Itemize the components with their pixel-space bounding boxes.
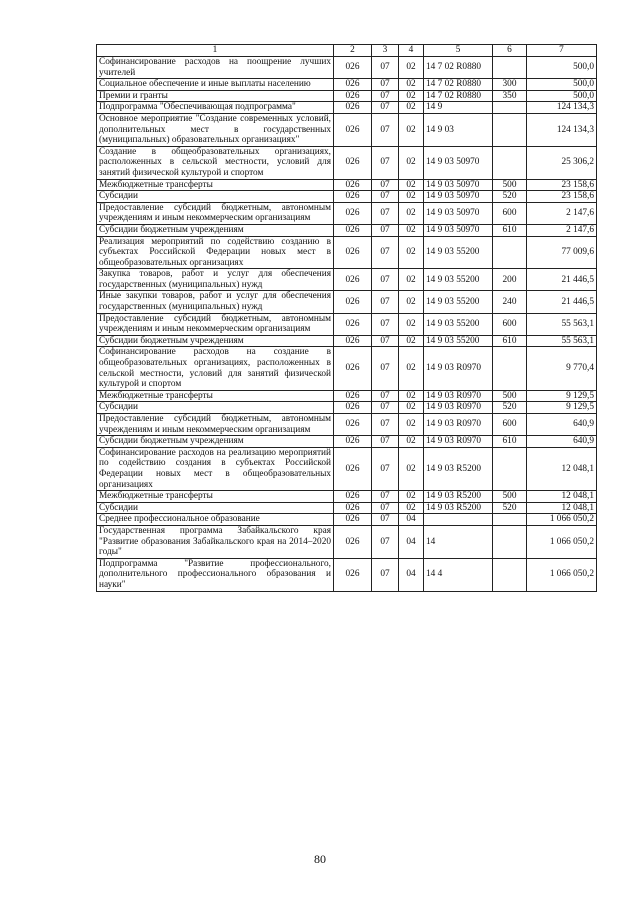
subsection-cell: 02	[399, 179, 424, 191]
subsection-cell: 02	[399, 191, 424, 203]
subsection-cell: 02	[399, 90, 424, 102]
subsection-cell: 02	[399, 236, 424, 269]
expense-type-cell: 610	[493, 436, 527, 448]
section-cell: 07	[372, 390, 399, 402]
amount-cell: 23 158,6	[527, 191, 597, 203]
admin-code-cell: 026	[334, 491, 372, 503]
subsection-cell: 02	[399, 502, 424, 514]
row-name-cell: Предоставление субсидий бюджетным, автономным учреждениям и иным некоммерческим организациям	[97, 313, 334, 335]
admin-code-cell: 026	[334, 79, 372, 91]
amount-cell: 124 134,3	[527, 102, 597, 114]
subsection-cell: 02	[399, 447, 424, 490]
subsection-cell: 02	[399, 313, 424, 335]
expense-type-cell: 520	[493, 402, 527, 414]
expense-type-cell: 500	[493, 179, 527, 191]
budget-table	[96, 44, 597, 592]
amount-cell: 9 770,4	[527, 347, 597, 390]
admin-code-cell: 026	[334, 402, 372, 414]
section-cell: 07	[372, 347, 399, 390]
row-name-cell: Предоставление субсидий бюджетным, автономным учреждениям и иным некоммерческим организациям	[97, 414, 334, 436]
expense-type-cell: 610	[493, 335, 527, 347]
amount-cell: 9 129,5	[527, 390, 597, 402]
admin-code-cell: 026	[334, 236, 372, 269]
expense-type-cell: 610	[493, 224, 527, 236]
target-article-cell	[424, 514, 493, 526]
subsection-cell: 04	[399, 514, 424, 526]
row-name-cell: Предоставление субсидий бюджетным, автономным учреждениям и иным некоммерческим организациям	[97, 202, 334, 224]
table-row	[97, 146, 597, 179]
amount-cell: 1 066 050,2	[527, 558, 597, 591]
section-cell: 07	[372, 502, 399, 514]
expense-type-cell	[493, 102, 527, 114]
subsection-cell: 02	[399, 347, 424, 390]
expense-type-cell: 520	[493, 191, 527, 203]
target-article-cell: 14 9 03 R0970	[424, 390, 493, 402]
target-article-cell: 14 9 03 55200	[424, 269, 493, 291]
row-name-cell: Среднее профессиональное образование	[97, 514, 334, 526]
expense-type-cell	[493, 447, 527, 490]
target-article-cell: 14 9 03 50970	[424, 146, 493, 179]
table-row	[97, 335, 597, 347]
subsection-cell: 04	[399, 558, 424, 591]
admin-code-cell: 026	[334, 347, 372, 390]
amount-cell: 9 129,5	[527, 402, 597, 414]
expense-type-cell: 600	[493, 313, 527, 335]
admin-code-cell: 026	[334, 179, 372, 191]
target-article-cell: 14 9 03 55200	[424, 236, 493, 269]
admin-code-cell: 026	[334, 191, 372, 203]
row-name-cell: Субсидии бюджетным учреждениям	[97, 436, 334, 448]
table-row	[97, 390, 597, 402]
row-name-cell: Межбюджетные трансферты	[97, 390, 334, 402]
amount-cell: 55 563,1	[527, 313, 597, 335]
amount-cell: 1 066 050,2	[527, 514, 597, 526]
row-name-cell: Государственная программа Забайкальского края "Развитие образования Забайкальского края на 2014–2020 годы"	[97, 525, 334, 558]
row-name-cell: Межбюджетные трансферты	[97, 491, 334, 503]
expense-type-cell	[493, 57, 527, 79]
section-cell: 07	[372, 224, 399, 236]
subsection-cell: 02	[399, 402, 424, 414]
table-row	[97, 558, 597, 591]
amount-cell: 500,0	[527, 79, 597, 91]
section-cell: 07	[372, 414, 399, 436]
admin-code-cell: 026	[334, 57, 372, 79]
subsection-cell: 02	[399, 202, 424, 224]
subsection-cell: 02	[399, 57, 424, 79]
amount-cell: 12 048,1	[527, 502, 597, 514]
section-cell: 07	[372, 191, 399, 203]
table-row	[97, 79, 597, 91]
target-article-cell: 14 7 02 R0880	[424, 57, 493, 79]
expense-type-cell: 500	[493, 390, 527, 402]
table-row	[97, 525, 597, 558]
table-row	[97, 191, 597, 203]
row-name-cell: Субсидии	[97, 402, 334, 414]
target-article-cell: 14 9 03 R0970	[424, 436, 493, 448]
subsection-cell: 02	[399, 390, 424, 402]
subsection-cell: 02	[399, 436, 424, 448]
subsection-cell: 04	[399, 525, 424, 558]
target-article-cell: 14 9 03 R0970	[424, 414, 493, 436]
section-cell: 07	[372, 57, 399, 79]
expense-type-cell	[493, 558, 527, 591]
row-name-cell: Субсидии бюджетным учреждениям	[97, 224, 334, 236]
section-cell: 07	[372, 269, 399, 291]
section-cell: 07	[372, 236, 399, 269]
expense-type-cell	[493, 514, 527, 526]
target-article-cell: 14 4	[424, 558, 493, 591]
admin-code-cell: 026	[334, 291, 372, 313]
admin-code-cell: 026	[334, 113, 372, 146]
table-row	[97, 436, 597, 448]
amount-cell: 55 563,1	[527, 335, 597, 347]
subsection-cell: 02	[399, 224, 424, 236]
subsection-cell: 02	[399, 491, 424, 503]
admin-code-cell: 026	[334, 525, 372, 558]
table-row	[97, 347, 597, 390]
table-row	[97, 447, 597, 490]
expense-type-cell: 200	[493, 269, 527, 291]
target-article-cell: 14 7 02 R0880	[424, 79, 493, 91]
target-article-cell: 14 9 03 R5200	[424, 502, 493, 514]
table-row	[97, 179, 597, 191]
table-row	[97, 224, 597, 236]
admin-code-cell: 026	[334, 390, 372, 402]
section-cell: 07	[372, 90, 399, 102]
admin-code-cell: 026	[334, 269, 372, 291]
table-row	[97, 90, 597, 102]
target-article-cell: 14 9 03 55200	[424, 291, 493, 313]
amount-cell: 77 009,6	[527, 236, 597, 269]
table-row	[97, 202, 597, 224]
row-name-cell: Межбюджетные трансферты	[97, 179, 334, 191]
section-cell: 07	[372, 447, 399, 490]
table-row	[97, 514, 597, 526]
expense-type-cell	[493, 347, 527, 390]
amount-cell: 12 048,1	[527, 491, 597, 503]
section-cell: 07	[372, 525, 399, 558]
amount-cell: 500,0	[527, 57, 597, 79]
expense-type-cell	[493, 146, 527, 179]
expense-type-cell: 600	[493, 414, 527, 436]
row-name-cell: Закупка товаров, работ и услуг для обеспечения государственных (муниципальных) нужд	[97, 269, 334, 291]
row-name-cell: Софинансирование расходов на поощрение лучших учителей	[97, 57, 334, 79]
amount-cell: 21 446,5	[527, 269, 597, 291]
expense-type-cell: 350	[493, 90, 527, 102]
row-name-cell: Софинансирование расходов на реализацию мероприятий по содействию создания в субъектах Российской Федерации новых мест в общеобразовательных организациях	[97, 447, 334, 490]
section-cell: 07	[372, 436, 399, 448]
expense-type-cell	[493, 236, 527, 269]
amount-cell: 640,9	[527, 436, 597, 448]
amount-cell: 12 048,1	[527, 447, 597, 490]
row-name-cell: Создание в общеобразовательных организациях, расположенных в сельской местности, условий для занятий физической культурой и спортом	[97, 146, 334, 179]
column-header: 6	[493, 45, 527, 57]
expense-type-cell: 240	[493, 291, 527, 313]
section-cell: 07	[372, 113, 399, 146]
table-body	[97, 57, 597, 592]
subsection-cell: 02	[399, 113, 424, 146]
admin-code-cell: 026	[334, 313, 372, 335]
table-row	[97, 502, 597, 514]
target-article-cell: 14 9 03 50970	[424, 191, 493, 203]
expense-type-cell	[493, 525, 527, 558]
target-article-cell: 14 9 03 55200	[424, 335, 493, 347]
section-cell: 07	[372, 102, 399, 114]
amount-cell: 23 158,6	[527, 179, 597, 191]
target-article-cell: 14 9 03 55200	[424, 313, 493, 335]
admin-code-cell: 026	[334, 224, 372, 236]
subsection-cell: 02	[399, 335, 424, 347]
section-cell: 07	[372, 179, 399, 191]
target-article-cell: 14 7 02 R0880	[424, 90, 493, 102]
row-name-cell: Основное мероприятие "Создание современных условий, дополнительных мест в государственных (муниципальных) образовательных организациях"	[97, 113, 334, 146]
column-header: 4	[399, 45, 424, 57]
section-cell: 07	[372, 402, 399, 414]
target-article-cell: 14 9 03 R0970	[424, 347, 493, 390]
column-header: 5	[424, 45, 493, 57]
admin-code-cell: 026	[334, 146, 372, 179]
subsection-cell: 02	[399, 146, 424, 179]
expense-type-cell: 520	[493, 502, 527, 514]
admin-code-cell: 026	[334, 558, 372, 591]
target-article-cell: 14 9 03 R0970	[424, 402, 493, 414]
row-name-cell: Субсидии	[97, 191, 334, 203]
section-cell: 07	[372, 514, 399, 526]
amount-cell: 2 147,6	[527, 202, 597, 224]
expense-type-cell: 300	[493, 79, 527, 91]
column-header: 2	[334, 45, 372, 57]
row-name-cell: Реализация мероприятий по содействию созданию в субъектах Российской Федерации новых мест в общеобразовательных организациях	[97, 236, 334, 269]
amount-cell: 640,9	[527, 414, 597, 436]
admin-code-cell: 026	[334, 202, 372, 224]
section-cell: 07	[372, 558, 399, 591]
table-row	[97, 291, 597, 313]
section-cell: 07	[372, 335, 399, 347]
expense-type-cell: 500	[493, 491, 527, 503]
table-row	[97, 269, 597, 291]
admin-code-cell: 026	[334, 335, 372, 347]
table-row	[97, 313, 597, 335]
admin-code-cell: 026	[334, 90, 372, 102]
column-header: 1	[97, 45, 334, 57]
table-row	[97, 414, 597, 436]
section-cell: 07	[372, 79, 399, 91]
table-row	[97, 113, 597, 146]
row-name-cell: Социальное обеспечение и иные выплаты населению	[97, 79, 334, 91]
target-article-cell: 14 9 03	[424, 113, 493, 146]
admin-code-cell: 026	[334, 502, 372, 514]
admin-code-cell: 026	[334, 514, 372, 526]
row-name-cell: Иные закупки товаров, работ и услуг для обеспечения государственных (муниципальных) нужд	[97, 291, 334, 313]
page-number: 80	[314, 852, 326, 866]
section-cell: 07	[372, 291, 399, 313]
target-article-cell: 14 9 03 R5200	[424, 447, 493, 490]
row-name-cell: Подпрограмма "Обеспечивающая подпрограмма"	[97, 102, 334, 114]
table-row	[97, 102, 597, 114]
section-cell: 07	[372, 146, 399, 179]
section-cell: 07	[372, 313, 399, 335]
table-row	[97, 57, 597, 79]
amount-cell: 2 147,6	[527, 224, 597, 236]
table-row	[97, 402, 597, 414]
target-article-cell: 14 9 03 50970	[424, 224, 493, 236]
admin-code-cell: 026	[334, 447, 372, 490]
subsection-cell: 02	[399, 291, 424, 313]
subsection-cell: 02	[399, 79, 424, 91]
column-header: 7	[527, 45, 597, 57]
target-article-cell: 14 9	[424, 102, 493, 114]
row-name-cell: Субсидии	[97, 502, 334, 514]
section-cell: 07	[372, 491, 399, 503]
target-article-cell: 14	[424, 525, 493, 558]
row-name-cell: Софинансирование расходов на создание в общеобразовательных организациях, расположенных в сельской местности, условий для занятий физической культурой и спортом	[97, 347, 334, 390]
amount-cell: 124 134,3	[527, 113, 597, 146]
admin-code-cell: 026	[334, 414, 372, 436]
admin-code-cell: 026	[334, 102, 372, 114]
row-name-cell: Подпрограмма "Развитие профессионального, дополнительного профессионального образования и науки"	[97, 558, 334, 591]
expense-type-cell: 600	[493, 202, 527, 224]
amount-cell: 25 306,2	[527, 146, 597, 179]
subsection-cell: 02	[399, 102, 424, 114]
admin-code-cell: 026	[334, 436, 372, 448]
subsection-cell: 02	[399, 269, 424, 291]
row-name-cell: Субсидии бюджетным учреждениям	[97, 335, 334, 347]
amount-cell: 500,0	[527, 90, 597, 102]
target-article-cell: 14 9 03 50970	[424, 202, 493, 224]
row-name-cell: Премии и гранты	[97, 90, 334, 102]
target-article-cell: 14 9 03 R5200	[424, 491, 493, 503]
header-row	[97, 45, 597, 57]
target-article-cell: 14 9 03 50970	[424, 179, 493, 191]
amount-cell: 21 446,5	[527, 291, 597, 313]
table-row	[97, 491, 597, 503]
amount-cell: 1 066 050,2	[527, 525, 597, 558]
expense-type-cell	[493, 113, 527, 146]
column-header: 3	[372, 45, 399, 57]
subsection-cell: 02	[399, 414, 424, 436]
section-cell: 07	[372, 202, 399, 224]
table-row	[97, 236, 597, 269]
